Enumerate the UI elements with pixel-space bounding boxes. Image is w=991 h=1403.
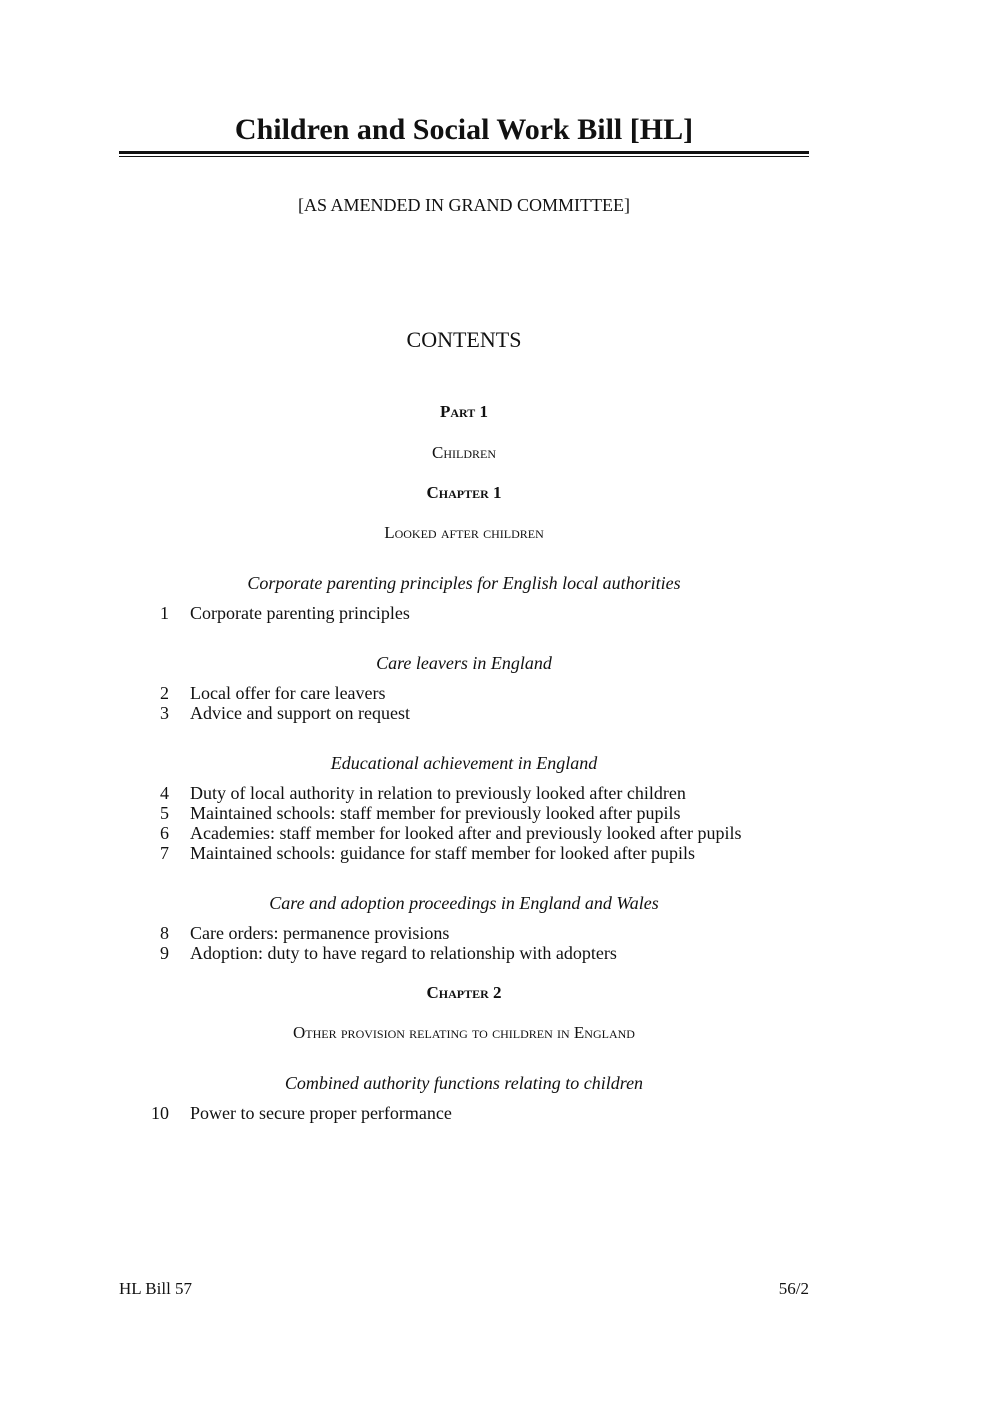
bill-title: Children and Social Work Bill [HL] bbox=[234, 113, 694, 146]
part-label: Part 1 bbox=[439, 402, 489, 421]
bill-subtitle: [AS AMENDED IN GRAND COMMITTEE] bbox=[298, 195, 630, 215]
contents-heading: CONTENTS bbox=[406, 327, 522, 352]
item-number: 10 bbox=[151, 1103, 169, 1123]
item-number: 7 bbox=[160, 843, 169, 863]
item-title: Power to secure proper performance bbox=[190, 1103, 452, 1123]
item-title: Maintained schools: staff member for previously looked after pupils bbox=[190, 803, 681, 823]
chapter2-name: Other provision relating to children in England bbox=[293, 1023, 635, 1042]
item-title: Duty of local authority in relation to previously looked after children bbox=[190, 783, 686, 803]
item-number: 6 bbox=[160, 823, 169, 843]
item-title: Academies: staff member for looked after and previously looked after pupils bbox=[190, 823, 742, 843]
item-number: 8 bbox=[160, 923, 169, 943]
bill-print-reference: 56/2 bbox=[778, 1279, 809, 1298]
group-heading: Care and adoption proceedings in England and Wales bbox=[269, 893, 659, 913]
title-rule-thick bbox=[119, 151, 809, 154]
item-number: 3 bbox=[160, 703, 169, 723]
item-number: 5 bbox=[160, 803, 169, 823]
chapter2-label: Chapter 2 bbox=[426, 983, 502, 1002]
item-title: Corporate parenting principles bbox=[190, 603, 410, 623]
group-heading: Educational achievement in England bbox=[330, 753, 598, 773]
part-name: Children bbox=[432, 443, 496, 462]
chapter1-label: Chapter 1 bbox=[426, 483, 502, 502]
item-title: Advice and support on request bbox=[190, 703, 410, 723]
group-heading: Corporate parenting principles for English local authorities bbox=[247, 573, 681, 593]
item-number: 2 bbox=[160, 683, 169, 703]
title-rule-thin bbox=[119, 156, 809, 157]
item-number: 4 bbox=[160, 783, 169, 803]
item-title: Care orders: permanence provisions bbox=[190, 923, 450, 943]
item-title: Adoption: duty to have regard to relationship with adopters bbox=[190, 943, 617, 963]
item-number: 1 bbox=[160, 603, 169, 623]
bill-number: HL Bill 57 bbox=[119, 1279, 193, 1298]
chapter1-name: Looked after children bbox=[384, 523, 544, 542]
item-title: Maintained schools: guidance for staff member for looked after pupils bbox=[190, 843, 696, 863]
group-heading: Combined authority functions relating to children bbox=[284, 1073, 644, 1093]
group-heading: Care leavers in England bbox=[376, 653, 552, 673]
item-title: Local offer for care leavers bbox=[190, 683, 386, 703]
item-number: 9 bbox=[160, 943, 169, 963]
